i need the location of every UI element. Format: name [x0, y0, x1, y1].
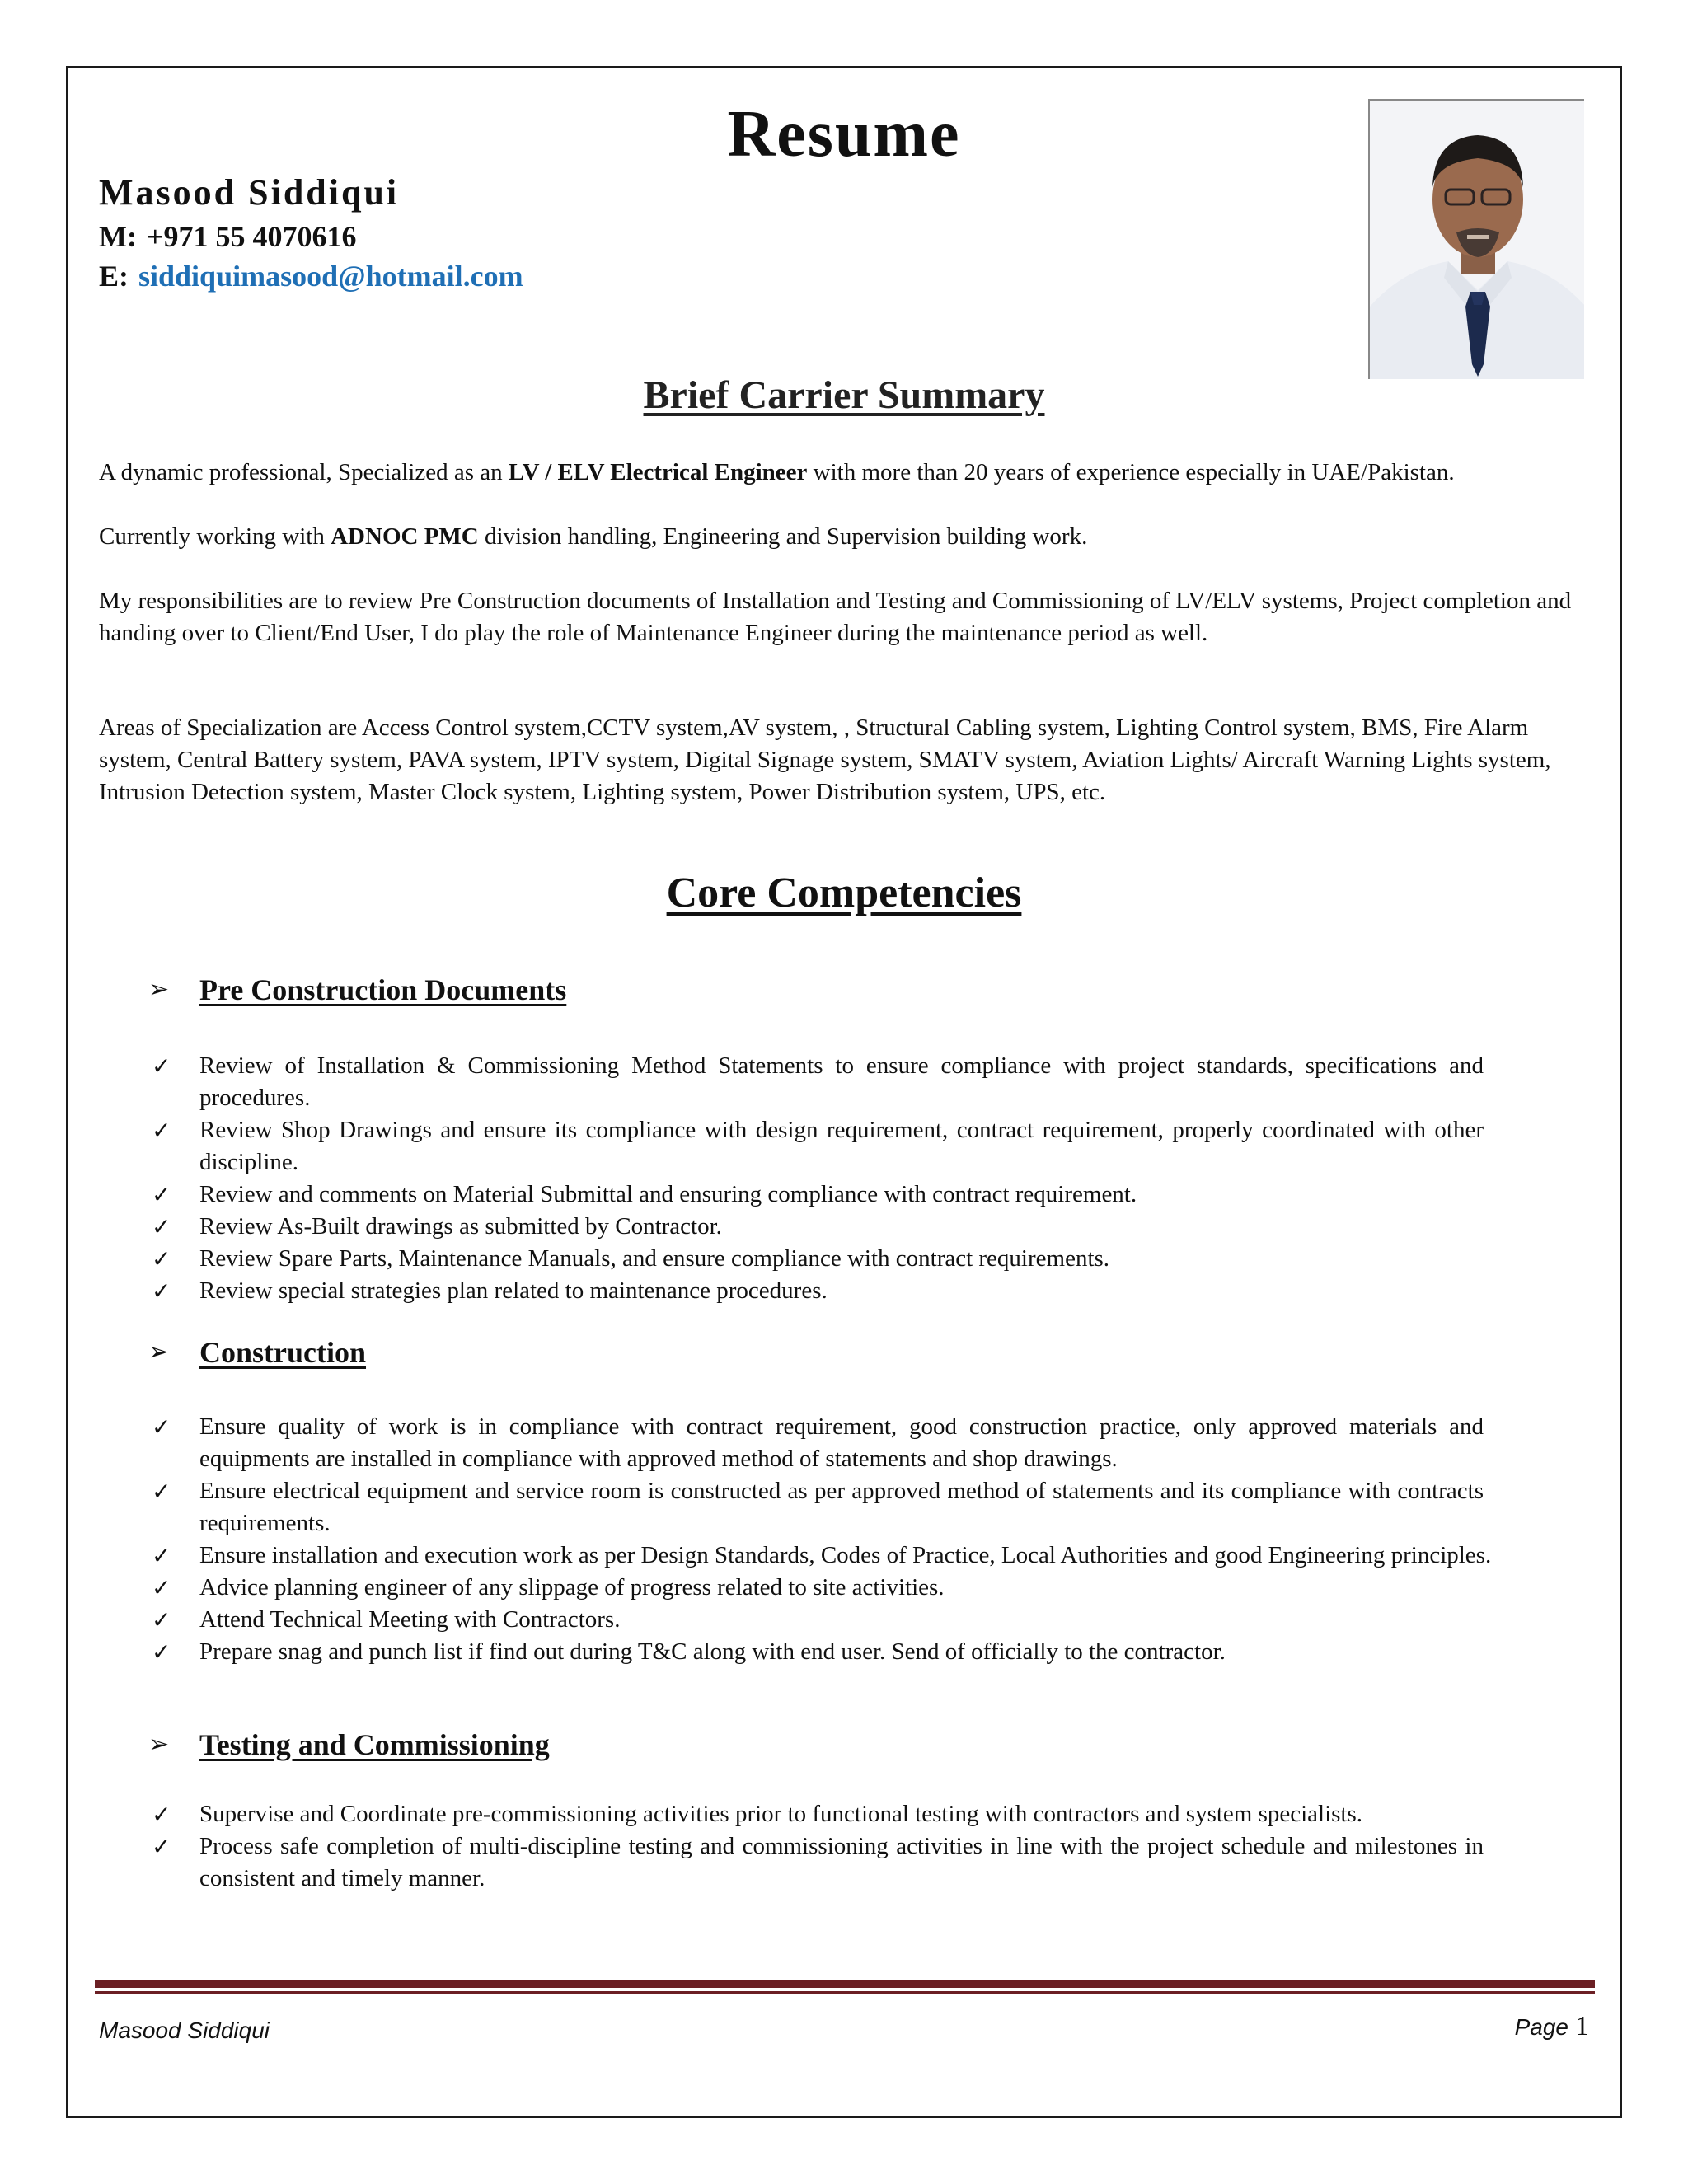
list-item — [148, 1211, 1484, 1243]
checkmark-icon: ✓ — [152, 1542, 171, 1569]
checkmark-icon: ✓ — [152, 1833, 171, 1860]
summary-employer: ADNOC PMC — [331, 523, 479, 550]
testing-commissioning-list — [148, 1798, 1484, 1895]
checkmark-icon: ✓ — [152, 1801, 171, 1828]
page-title: Resume — [727, 98, 961, 171]
person-photo-illustration — [1370, 101, 1584, 379]
mobile-label: M: — [99, 220, 137, 253]
checkmark-icon: ✓ — [152, 1245, 171, 1272]
summary-current-text-end: division handling, Engineering and Supervision building work. — [478, 523, 1088, 550]
list-item-text: Ensure quality of work is in compliance with contract requirement, good construction practice, only approved materials and equipments are installed in compliance with approved method of statements and shop drawings. — [199, 1413, 1484, 1472]
arrow-bullet-icon: ➢ — [148, 1730, 170, 1759]
checkmark-icon: ✓ — [152, 1413, 171, 1441]
page-label: Page — [1514, 2014, 1568, 2040]
footer-name: Masood Siddiqui — [99, 2018, 270, 2043]
arrow-bullet-icon: ➢ — [148, 1338, 170, 1366]
list-item — [148, 1604, 1591, 1636]
list-item-text: Review special strategies plan related to maintenance procedures. — [199, 1277, 828, 1304]
summary-intro-text: A dynamic professional, Specialized as an — [99, 459, 509, 485]
list-item-text: Review Shop Drawings and ensure its compliance with design requirement, contract requirement, properly coordinated with other discipline. — [199, 1117, 1484, 1175]
summary-current-text: Currently working with — [99, 523, 331, 550]
summary-intro — [99, 457, 1591, 489]
checkmark-icon: ✓ — [152, 1606, 171, 1633]
email-link[interactable]: siddiquimasood@hotmail.com — [138, 260, 523, 293]
list-item — [148, 1179, 1484, 1211]
list-item — [148, 1411, 1591, 1475]
list-item — [148, 1636, 1591, 1668]
subheading-text: Testing and Commissioning — [199, 1728, 550, 1761]
subheading-testing-commissioning — [148, 1727, 550, 1762]
list-item — [148, 1540, 1591, 1572]
email-label: E: — [99, 260, 129, 293]
footer-rule-thin — [95, 1991, 1595, 1994]
list-item — [148, 1243, 1484, 1275]
subheading-construction — [148, 1335, 366, 1370]
summary-heading: Brief Carrier Summary — [643, 373, 1045, 417]
mobile-number: +971 55 4070616 — [146, 220, 357, 253]
checkmark-icon: ✓ — [152, 1638, 171, 1666]
list-item-text: Supervise and Coordinate pre-commissioning activities prior to functional testing with contractors and system specialists. — [199, 1801, 1363, 1827]
list-item-text: Review and comments on Material Submittal and ensuring compliance with contract requirement. — [199, 1181, 1137, 1207]
subheading-text: Construction — [199, 1336, 367, 1369]
checkmark-icon: ✓ — [152, 1117, 171, 1144]
summary-specialization: Areas of Specialization are Access Control system,CCTV system,AV system, , Structural Cabling system, Lighting Control system, BMS, Fire Alarm system, Central Battery system, PAVA system, IPTV system, Digital Signage system, SMATV system, Aviation Lights/ Aircraft Warning Lights system, Intrusion Detection system, Master Clock system, Lighting system, Power Distribution system, UPS, etc. — [99, 715, 1551, 805]
core-competencies-heading: Core Competencies — [666, 869, 1022, 916]
list-item-text: Ensure electrical equipment and service room is constructed as per approved method of statements and its compliance with contracts requirements. — [199, 1478, 1484, 1536]
list-item-text: Prepare snag and punch list if find out during T&C along with end user. Send of officially to the contractor. — [199, 1638, 1226, 1665]
subheading-pre-construction — [148, 972, 566, 1007]
summary-current — [99, 521, 1591, 553]
page-number: 1 — [1575, 2011, 1589, 2041]
summary-intro-text-end: with more than 20 years of experience especially in UAE/Pakistan. — [807, 459, 1455, 485]
subheading-text: Pre Construction Documents — [199, 973, 567, 1006]
list-item-text: Advice planning engineer of any slippage of progress related to site activities. — [199, 1574, 945, 1601]
checkmark-icon: ✓ — [152, 1052, 171, 1080]
mobile-line — [99, 219, 356, 254]
checkmark-icon: ✓ — [152, 1277, 171, 1305]
list-item — [148, 1275, 1484, 1307]
footer-page — [1515, 2011, 1589, 2042]
list-item-text: Review Spare Parts, Maintenance Manuals, and ensure compliance with contract requirements. — [199, 1245, 1110, 1272]
list-item — [148, 1050, 1484, 1114]
list-item — [148, 1798, 1484, 1830]
summary-role: LV / ELV Electrical Engineer — [508, 459, 808, 485]
profile-photo — [1368, 99, 1584, 379]
list-item — [148, 1830, 1484, 1895]
email-line — [99, 259, 523, 293]
pre-construction-list — [148, 1050, 1484, 1307]
list-item-text: Attend Technical Meeting with Contractors. — [199, 1606, 621, 1633]
checkmark-icon: ✓ — [152, 1213, 171, 1240]
list-item — [148, 1572, 1591, 1604]
candidate-name: Masood Siddiqui — [99, 172, 400, 213]
arrow-bullet-icon: ➢ — [148, 975, 170, 1004]
list-item — [148, 1475, 1591, 1540]
checkmark-icon: ✓ — [152, 1574, 171, 1601]
construction-list — [148, 1411, 1591, 1668]
list-item-text: Process safe completion of multi-discipline testing and commissioning activities in line with the project schedule and milestones in consistent and timely manner. — [199, 1833, 1484, 1891]
summary-responsibilities: My responsibilities are to review Pre Construction documents of Installation and Testing and Commissioning of LV/ELV systems, Project completion and handing over to Client/End User, I do play the role of Maintenance Engineer during the maintenance period as well. — [99, 588, 1572, 646]
list-item — [148, 1114, 1484, 1179]
checkmark-icon: ✓ — [152, 1181, 171, 1208]
footer-rule — [95, 1980, 1595, 1988]
checkmark-icon: ✓ — [152, 1478, 171, 1505]
list-item-text: Review of Installation & Commissioning Method Statements to ensure compliance with project standards, specifications and procedures. — [199, 1052, 1484, 1111]
list-item-text: Ensure installation and execution work as per Design Standards, Codes of Practice, Local Authorities and good Engineering principles. — [199, 1542, 1492, 1568]
list-item-text: Review As-Built drawings as submitted by Contractor. — [199, 1213, 722, 1240]
